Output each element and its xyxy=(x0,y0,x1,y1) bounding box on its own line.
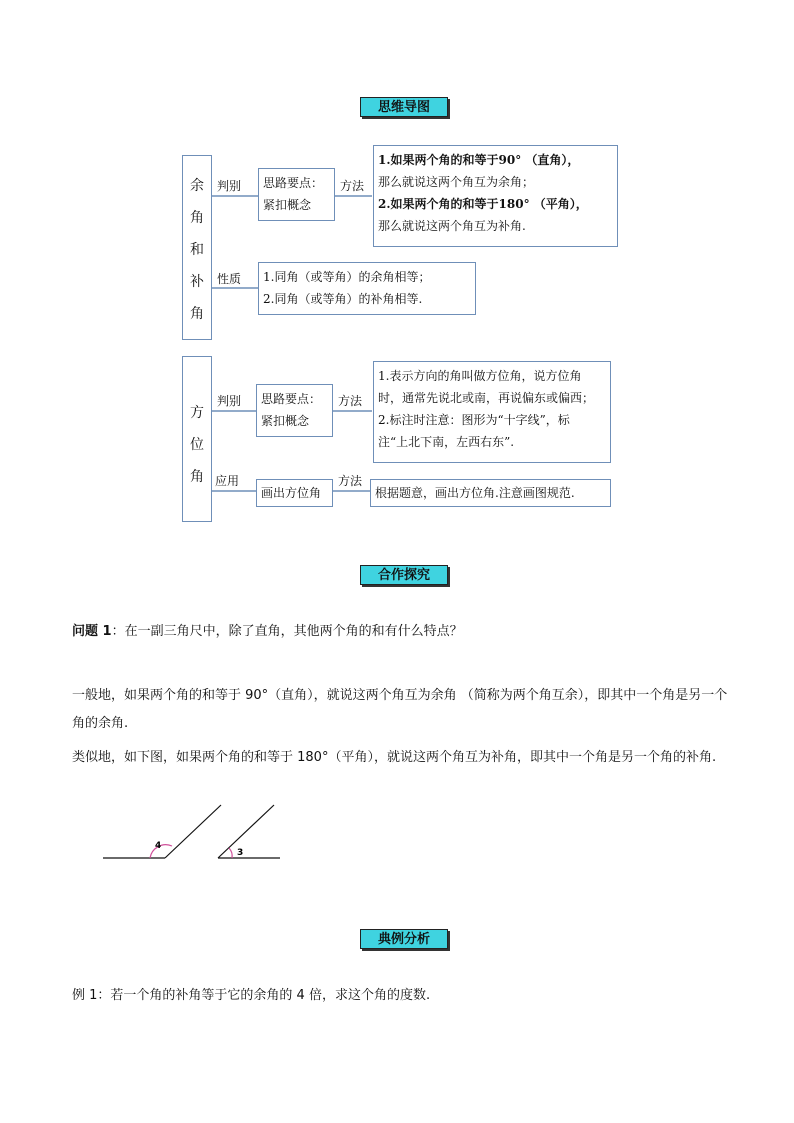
draw-box: 画出方位角 xyxy=(256,479,333,507)
root-char: 角 xyxy=(190,210,204,226)
definition-line: 2.如果两个角的和等于180° （平角）， xyxy=(378,197,588,211)
definition-line: 2.标注时注意：图形为“十字线”，标 xyxy=(378,413,570,427)
root-char: 方 xyxy=(190,405,204,421)
definition-line: 那么就说这两个角互为余角； xyxy=(378,175,535,189)
think-line: 紧扣概念 xyxy=(261,414,310,428)
root-char: 角 xyxy=(190,469,204,485)
method-label: 方法 xyxy=(340,179,365,193)
angle-label-3: 3 xyxy=(237,848,244,858)
think-line: 思路要点： xyxy=(261,392,322,406)
method-label: 方法 xyxy=(338,474,363,488)
method-label: 方法 xyxy=(338,394,363,408)
property-line: 2.同角（或等角）的补角相等. xyxy=(263,292,423,306)
root-char: 和 xyxy=(190,242,204,258)
apply-box: 根据题意，画出方位角.注意画图规范. xyxy=(370,479,611,507)
property-line: 1.同角（或等角）的余角相等； xyxy=(263,270,431,284)
section-title-mindmap: 思维导图 xyxy=(360,97,448,117)
branch-label-judge: 判别 xyxy=(217,179,242,193)
branch-label-property: 性质 xyxy=(217,272,242,286)
think-line: 紧扣概念 xyxy=(263,198,312,212)
example-1: 例 1：若一个角的补角等于它的余角的 4 倍，求这个角的度数. xyxy=(72,988,431,1003)
definition-line: 时，通常先说北或南，再说偏东或偏西； xyxy=(378,391,595,405)
angle-3-arc xyxy=(229,848,232,858)
think-line: 思路要点： xyxy=(263,176,324,190)
question-label: 问题 1 xyxy=(72,624,112,639)
section-title-explore: 合作探究 xyxy=(360,565,448,585)
paragraph-supplementary: 类似地，如下图，如果两个角的和等于 180°（平角），就说这两个角互为补角，即其中一个角是另一个角的补角. xyxy=(72,750,717,765)
root-char: 位 xyxy=(190,437,204,453)
branch-label-judge: 判别 xyxy=(217,394,242,408)
root-char: 余 xyxy=(190,178,204,194)
root-char: 补 xyxy=(190,274,204,290)
definition-line: 那么就说这两个角互为补角. xyxy=(378,219,526,233)
definition-line: 注“上北下南，左西右东”. xyxy=(378,435,515,449)
definition-line: 1.如果两个角的和等于90° （直角）， xyxy=(378,153,580,167)
angle-label-4: 4 xyxy=(155,841,162,851)
paragraph-complementary: 一般地，如果两个角的和等于 90°（直角），就说这两个角互为余角 （简称为两个角互余），即其中一个角是另一个角的余角. xyxy=(72,688,728,731)
branch-label-apply: 应用 xyxy=(215,474,240,488)
definition-line: 1.表示方向的角叫做方位角，说方位角 xyxy=(378,369,582,383)
figure-ray-left xyxy=(165,805,221,858)
figure-ray-right xyxy=(218,805,274,858)
section-title-example: 典例分析 xyxy=(360,929,448,949)
question-text: ：在一副三角尺中，除了直角，其他两个角的和有什么特点？ xyxy=(111,624,463,639)
root-char: 角 xyxy=(190,306,204,322)
